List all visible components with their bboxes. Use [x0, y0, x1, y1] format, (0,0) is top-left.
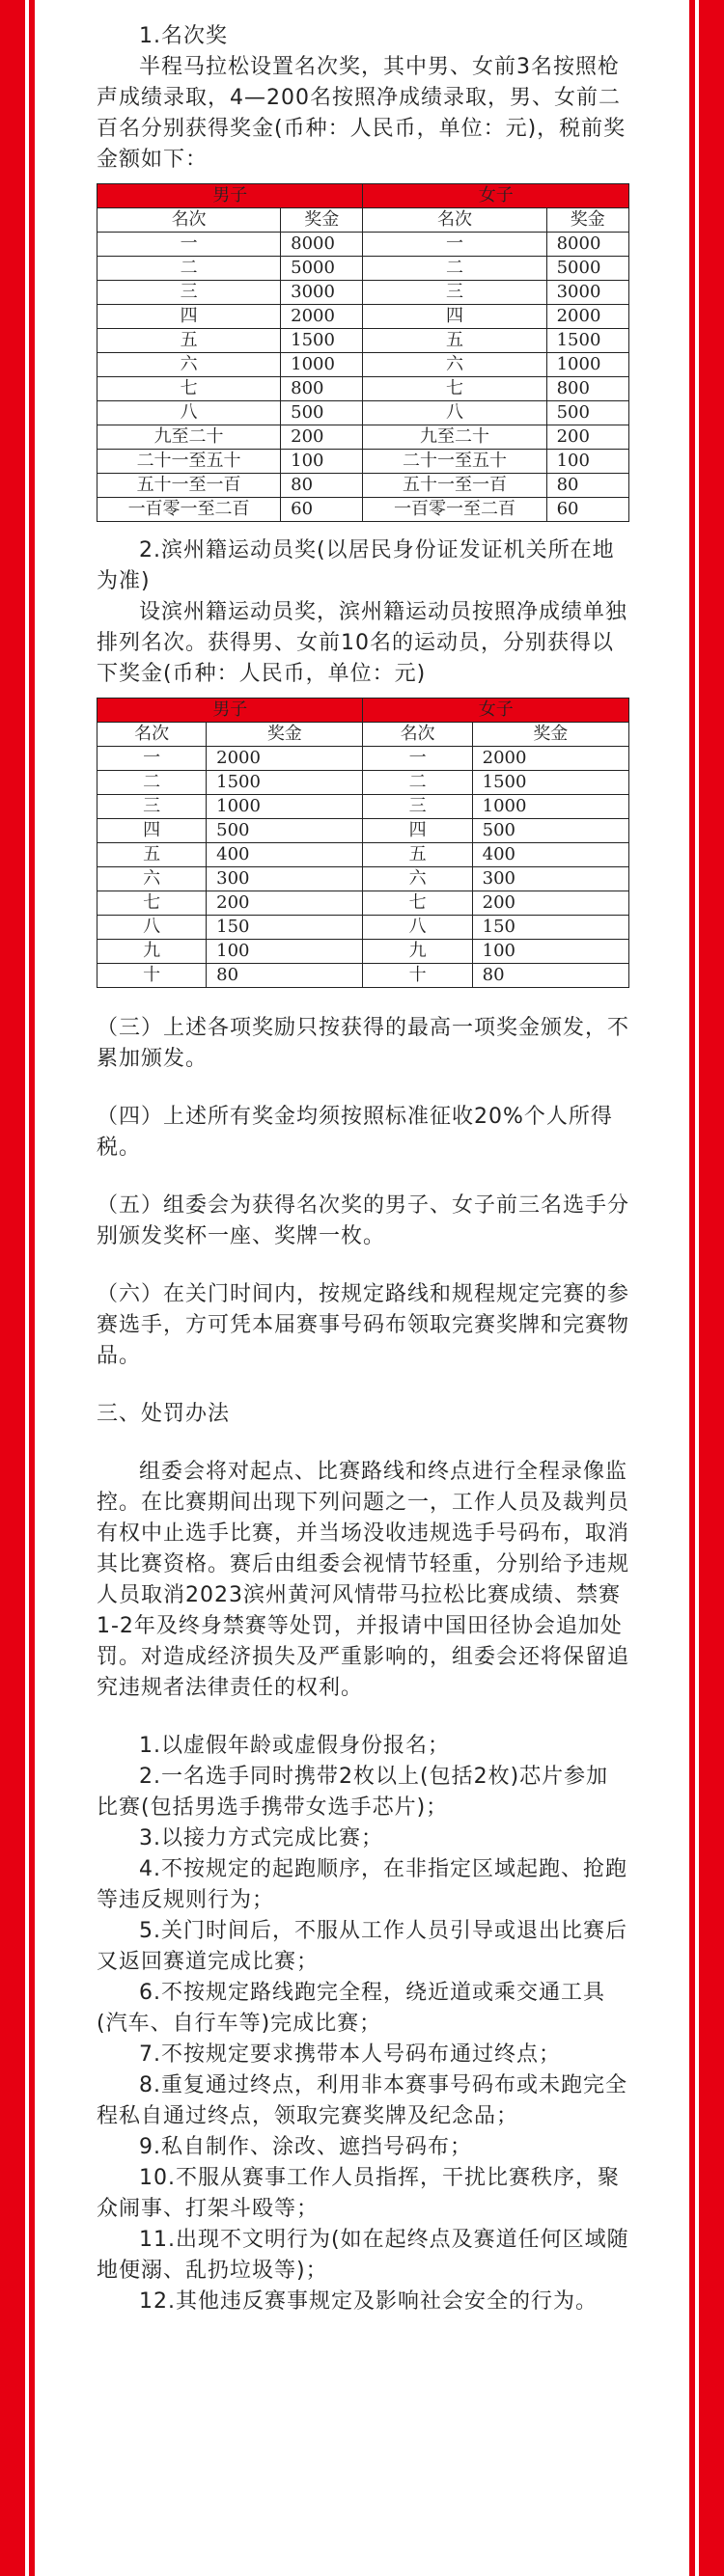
- section-heading-local-prize: 2.滨州籍运动员奖(以居民身份证发证机关所在地为准): [97, 538, 615, 593]
- rank-cell: 八: [363, 401, 546, 425]
- prize-cell: 8000: [546, 233, 628, 257]
- prize-cell: 150: [472, 916, 628, 940]
- rank-cell: 十: [363, 964, 472, 988]
- note-paragraph: （六）在关门时间内，按规定路线和规程规定完赛的参赛选手，方可凭本届赛事号码布领取完赛奖牌和完赛物品。: [97, 1282, 630, 1368]
- prize-cell: 3000: [281, 281, 363, 305]
- col-rank: 名次: [97, 723, 207, 747]
- col-prize: 奖金: [472, 723, 628, 747]
- right-red-border: [689, 0, 724, 2576]
- prize-cell: 400: [472, 843, 628, 867]
- rank-cell: 五: [363, 843, 472, 867]
- table-row: [97, 377, 629, 401]
- rank-cell: 二十一至五十: [97, 450, 281, 474]
- prize-cell: 60: [546, 498, 628, 522]
- rank-cell: 十: [97, 964, 207, 988]
- table-row: [97, 891, 629, 916]
- prize-cell: 1500: [281, 329, 363, 353]
- prize-cell: 2000: [207, 747, 363, 771]
- table-row: [97, 940, 629, 964]
- prize-cell: 100: [281, 450, 363, 474]
- document-body: [97, 0, 629, 2317]
- rank-cell: 七: [97, 891, 207, 916]
- prize-cell: 3000: [546, 281, 628, 305]
- rank-cell: 三: [363, 795, 472, 819]
- prize-cell: 200: [472, 891, 628, 916]
- table-row: [97, 795, 629, 819]
- men-header: 男子: [97, 184, 363, 208]
- table-row: [97, 498, 629, 522]
- table-gender-header: [97, 699, 629, 723]
- prize-cell: 200: [546, 425, 628, 450]
- women-header: 女子: [363, 184, 629, 208]
- rank-cell: 九: [97, 940, 207, 964]
- rank-cell: 一: [97, 233, 281, 257]
- rank-cell: 七: [363, 891, 472, 916]
- col-rank: 名次: [363, 723, 472, 747]
- table-row: [97, 233, 629, 257]
- penalty-heading: 三、处罚办法: [97, 1402, 231, 1426]
- rank-cell: 二: [363, 771, 472, 795]
- prize-cell: 200: [281, 425, 363, 450]
- prize-cell: 1000: [207, 795, 363, 819]
- rank-cell: 四: [97, 305, 281, 329]
- prize-cell: 500: [207, 819, 363, 843]
- penalty-item: 2.一名选手同时携带2枚以上(包括2枚)芯片参加比赛(包括男选手携带女选手芯片)；: [97, 1765, 609, 1820]
- rank-cell: 九: [363, 940, 472, 964]
- penalty-item: 1.以虚假年龄或虚假身份报名；: [139, 1734, 450, 1758]
- prize-cell: 1500: [207, 771, 363, 795]
- rank-cell: 三: [97, 795, 207, 819]
- rank-cell: 六: [97, 353, 281, 377]
- rank-cell: 七: [363, 377, 546, 401]
- penalty-item: 6.不按规定路线跑完全程，绕近道或乘交通工具(汽车、自行车等)完成比赛；: [97, 1981, 605, 2036]
- prize-cell: 5000: [546, 257, 628, 281]
- prize-cell: 8000: [281, 233, 363, 257]
- table-row: [97, 450, 629, 474]
- table-row: [97, 474, 629, 498]
- prize-cell: 1500: [546, 329, 628, 353]
- penalty-item: 3.以接力方式完成比赛；: [139, 1826, 383, 1850]
- col-prize: 奖金: [546, 208, 628, 233]
- prize-cell: 800: [281, 377, 363, 401]
- col-rank: 名次: [97, 208, 281, 233]
- prize-cell: 2000: [472, 747, 628, 771]
- rank-cell: 二: [97, 257, 281, 281]
- rank-cell: 八: [363, 916, 472, 940]
- local-prize-paragraph: 设滨州籍运动员奖，滨州籍运动员按照净成绩单独排列名次。获得男、女前10名的运动员，分别获得以下奖金(币种：人民币，单位：元): [97, 600, 628, 686]
- table-row: [97, 401, 629, 425]
- prize-cell: 500: [546, 401, 628, 425]
- rank-cell: 三: [97, 281, 281, 305]
- table-row: [97, 257, 629, 281]
- rank-cell: 二: [363, 257, 546, 281]
- penalty-item: 11.出现不文明行为(如在起终点及赛道任何区域随地便溺、乱扔垃圾等)；: [97, 2228, 629, 2283]
- rank-cell: 五十一至一百: [363, 474, 546, 498]
- penalty-item: 5.关门时间后，不服从工作人员引导或退出比赛后又返回赛道完成比赛；: [97, 1919, 627, 1974]
- note-paragraph: （三）上述各项奖励只按获得的最高一项奖金颁发，不累加颁发。: [97, 1016, 630, 1071]
- rank-cell: 二十一至五十: [363, 450, 546, 474]
- rank-prize-table: [97, 183, 629, 522]
- penalty-item: 7.不按规定要求携带本人号码布通过终点；: [139, 2042, 561, 2067]
- rank-cell: 一: [363, 747, 472, 771]
- rank-cell: 八: [97, 401, 281, 425]
- prize-cell: 500: [281, 401, 363, 425]
- rank-cell: 六: [363, 867, 472, 891]
- col-prize: 奖金: [281, 208, 363, 233]
- table-row: [97, 425, 629, 450]
- men-header: 男子: [97, 699, 363, 723]
- prize-cell: 400: [207, 843, 363, 867]
- rank-cell: 五: [97, 329, 281, 353]
- prize-cell: 2000: [281, 305, 363, 329]
- penalty-item: 10.不服从赛事工作人员指挥，干扰比赛秩序，聚众闹事、打架斗殴等；: [97, 2166, 620, 2221]
- section-heading-rank-prize: 1.名次奖: [139, 24, 228, 48]
- prize-cell: 80: [546, 474, 628, 498]
- penalty-item: 9.私自制作、涂改、遮挡号码布；: [139, 2135, 472, 2159]
- prize-cell: 150: [207, 916, 363, 940]
- rank-cell: 三: [363, 281, 546, 305]
- rank-prize-paragraph: 半程马拉松设置名次奖，其中男、女前3名按照枪声成绩录取，4—200名按照净成绩录取，男、女前二百名分别获得奖金(币种：人民币，单位：元)，税前奖金额如下：: [97, 55, 627, 172]
- prize-cell: 2000: [546, 305, 628, 329]
- note-paragraph: （四）上述所有奖金均须按照标准征收20%个人所得税。: [97, 1105, 613, 1160]
- table-row: [97, 843, 629, 867]
- rank-cell: 七: [97, 377, 281, 401]
- penalty-item: 8.重复通过终点，利用非本赛事号码布或未跑完全程私自通过终点，领取完赛奖牌及纪念品；: [97, 2073, 627, 2128]
- table-row: [97, 281, 629, 305]
- table-row: [97, 353, 629, 377]
- prize-cell: 80: [281, 474, 363, 498]
- rank-cell: 八: [97, 916, 207, 940]
- rank-cell: 四: [363, 305, 546, 329]
- rank-cell: 一: [363, 233, 546, 257]
- prize-cell: 60: [281, 498, 363, 522]
- prize-cell: 300: [207, 867, 363, 891]
- rank-cell: 四: [97, 819, 207, 843]
- prize-cell: 200: [207, 891, 363, 916]
- table-row: [97, 771, 629, 795]
- table-row: [97, 819, 629, 843]
- rank-cell: 四: [363, 819, 472, 843]
- table-row: [97, 747, 629, 771]
- prize-cell: 1000: [281, 353, 363, 377]
- rank-cell: 六: [363, 353, 546, 377]
- col-prize: 奖金: [207, 723, 363, 747]
- prize-cell: 100: [546, 450, 628, 474]
- prize-cell: 300: [472, 867, 628, 891]
- prize-cell: 100: [207, 940, 363, 964]
- rank-cell: 六: [97, 867, 207, 891]
- note-paragraph: （五）组委会为获得名次奖的男子、女子前三名选手分别颁发奖杯一座、奖牌一枚。: [97, 1193, 630, 1248]
- penalty-paragraph: 组委会将对起点、比赛路线和终点进行全程录像监控。在比赛期间出现下列问题之一，工作人员及裁判员有权中止选手比赛，并当场没收违规选手号码布，取消其比赛资格。赛后由组委会视情节轻重，分别给予违规人员取消2023滨州黄河风情带马拉松比赛成绩、禁赛1-2年及终身禁赛等处罚，并报请中国田径协会追加处罚。对造成经济损失及严重影响的，组委会还将保留追究违规者法律责任的权利。: [97, 1460, 630, 1700]
- table-column-header: [97, 208, 629, 233]
- prize-cell: 100: [472, 940, 628, 964]
- rank-cell: 一: [97, 747, 207, 771]
- penalty-item: 12.其他违反赛事规定及影响社会安全的行为。: [139, 2289, 598, 2314]
- women-header: 女子: [363, 699, 629, 723]
- prize-cell: 1500: [472, 771, 628, 795]
- prize-cell: 1000: [472, 795, 628, 819]
- table-row: [97, 916, 629, 940]
- rank-cell: 九至二十: [363, 425, 546, 450]
- table-row: [97, 867, 629, 891]
- prize-cell: 80: [207, 964, 363, 988]
- table-gender-header: [97, 184, 629, 208]
- prize-cell: 5000: [281, 257, 363, 281]
- table-row: [97, 329, 629, 353]
- prize-cell: 800: [546, 377, 628, 401]
- rank-cell: 一百零一至二百: [97, 498, 281, 522]
- rank-cell: 五十一至一百: [97, 474, 281, 498]
- table-column-header: [97, 723, 629, 747]
- penalty-item: 4.不按规定的起跑顺序，在非指定区域起跑、抢跑等违反规则行为；: [97, 1857, 627, 1912]
- prize-cell: 80: [472, 964, 628, 988]
- rank-cell: 九至二十: [97, 425, 281, 450]
- penalty-list: [97, 1731, 629, 2317]
- col-rank: 名次: [363, 208, 546, 233]
- table-row: [97, 964, 629, 988]
- rank-cell: 一百零一至二百: [363, 498, 546, 522]
- prize-cell: 1000: [546, 353, 628, 377]
- rank-cell: 二: [97, 771, 207, 795]
- local-prize-table: [97, 698, 629, 988]
- rank-cell: 五: [97, 843, 207, 867]
- rank-cell: 五: [363, 329, 546, 353]
- prize-cell: 500: [472, 819, 628, 843]
- table-row: [97, 305, 629, 329]
- left-red-border: [0, 0, 35, 2576]
